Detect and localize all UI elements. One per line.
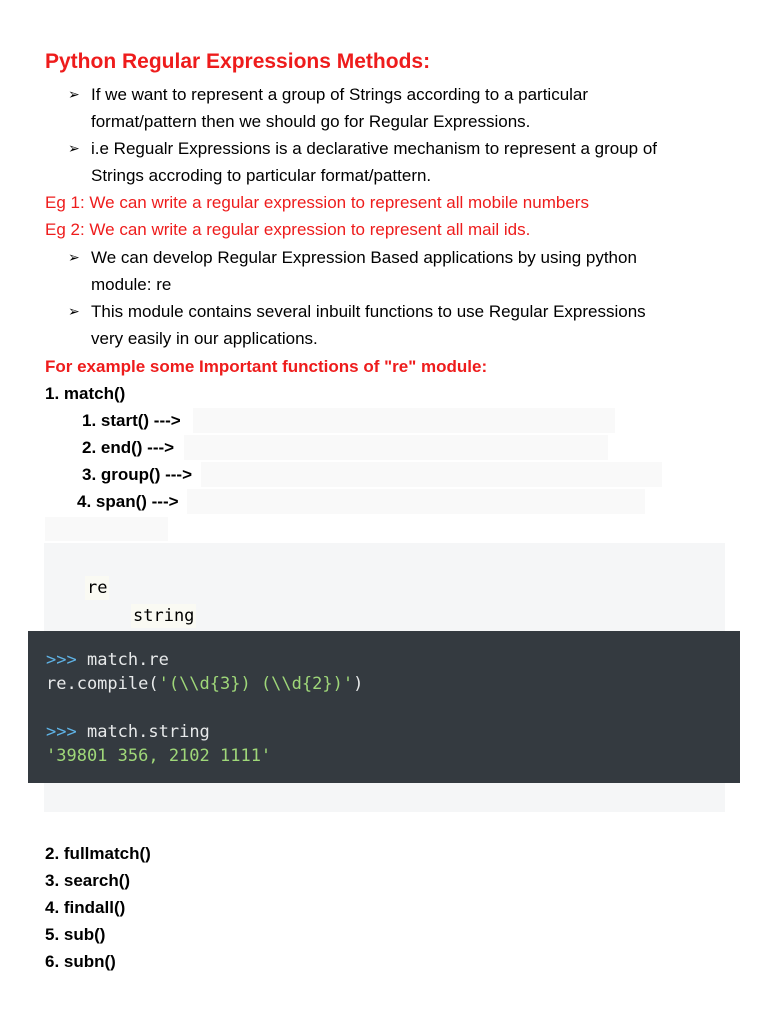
attribute-string: string	[133, 606, 195, 626]
terminal-line	[46, 744, 271, 768]
terminal-command: match.string	[86, 722, 210, 742]
redacted-text-bar	[184, 435, 608, 460]
terminal-output: )	[353, 674, 364, 694]
terminal-prompt: >>>	[46, 650, 77, 670]
bullet-arrow-icon: ➢	[68, 303, 80, 319]
example-line: Eg 1: We can write a regular expression to represent all mobile numbers	[45, 193, 589, 212]
bullet-arrow-icon: ➢	[68, 249, 80, 265]
attribute-re: re	[87, 578, 108, 598]
bullet-text: format/pattern then we should go for Regular Expressions.	[91, 112, 531, 131]
terminal-output: re.compile(	[46, 674, 159, 694]
method-item: 4. span() --->	[77, 492, 179, 511]
method-item: 2. end() --->	[82, 438, 175, 457]
bullet-text: This module contains several inbuilt functions to use Regular Expressions	[91, 302, 646, 321]
bullet-text: We can develop Regular Expression Based applications by using python	[91, 248, 637, 267]
match-heading: 1. match()	[45, 384, 126, 403]
function-item: 6. subn()	[45, 952, 116, 971]
function-item: 3. search()	[45, 871, 131, 890]
redacted-text-bar	[193, 408, 615, 433]
terminal-string: '(\\d{3}) (\\d{2})'	[158, 674, 354, 694]
function-item: 4. findall()	[45, 898, 126, 917]
terminal-command: match.re	[86, 650, 169, 670]
bullet-text: very easily in our applications.	[91, 329, 318, 348]
terminal-string: '39801 356, 2102 1111'	[46, 746, 272, 766]
code-terminal	[28, 631, 740, 783]
function-item: 5. sub()	[45, 925, 106, 944]
function-item: 2. fullmatch()	[45, 844, 151, 863]
functions-heading: For example some Important functions of "re" module:	[45, 357, 488, 376]
method-item: 3. group() --->	[82, 465, 193, 484]
bullet-text: i.e Regualr Expressions is a declarative mechanism to represent a group of	[91, 139, 658, 158]
bullet-arrow-icon: ➢	[68, 140, 80, 156]
terminal-prompt: >>>	[46, 722, 77, 742]
redacted-text-bar	[201, 462, 662, 487]
page-title: Python Regular Expressions Methods:	[45, 50, 431, 73]
redacted-text-bar	[45, 517, 168, 541]
terminal-line	[46, 720, 210, 744]
bullet-arrow-icon: ➢	[68, 86, 80, 102]
redacted-text-bar	[187, 489, 645, 514]
bullet-text: Strings accroding to particular format/pattern.	[91, 166, 432, 185]
bullet-text: If we want to represent a group of Strings according to a particular	[91, 85, 589, 104]
method-item: 1. start() --->	[82, 411, 181, 430]
bullet-text: module: re	[91, 275, 172, 294]
terminal-line	[46, 648, 169, 672]
terminal-line	[46, 672, 363, 696]
example-line: Eg 2: We can write a regular expression to represent all mail ids.	[45, 220, 531, 239]
